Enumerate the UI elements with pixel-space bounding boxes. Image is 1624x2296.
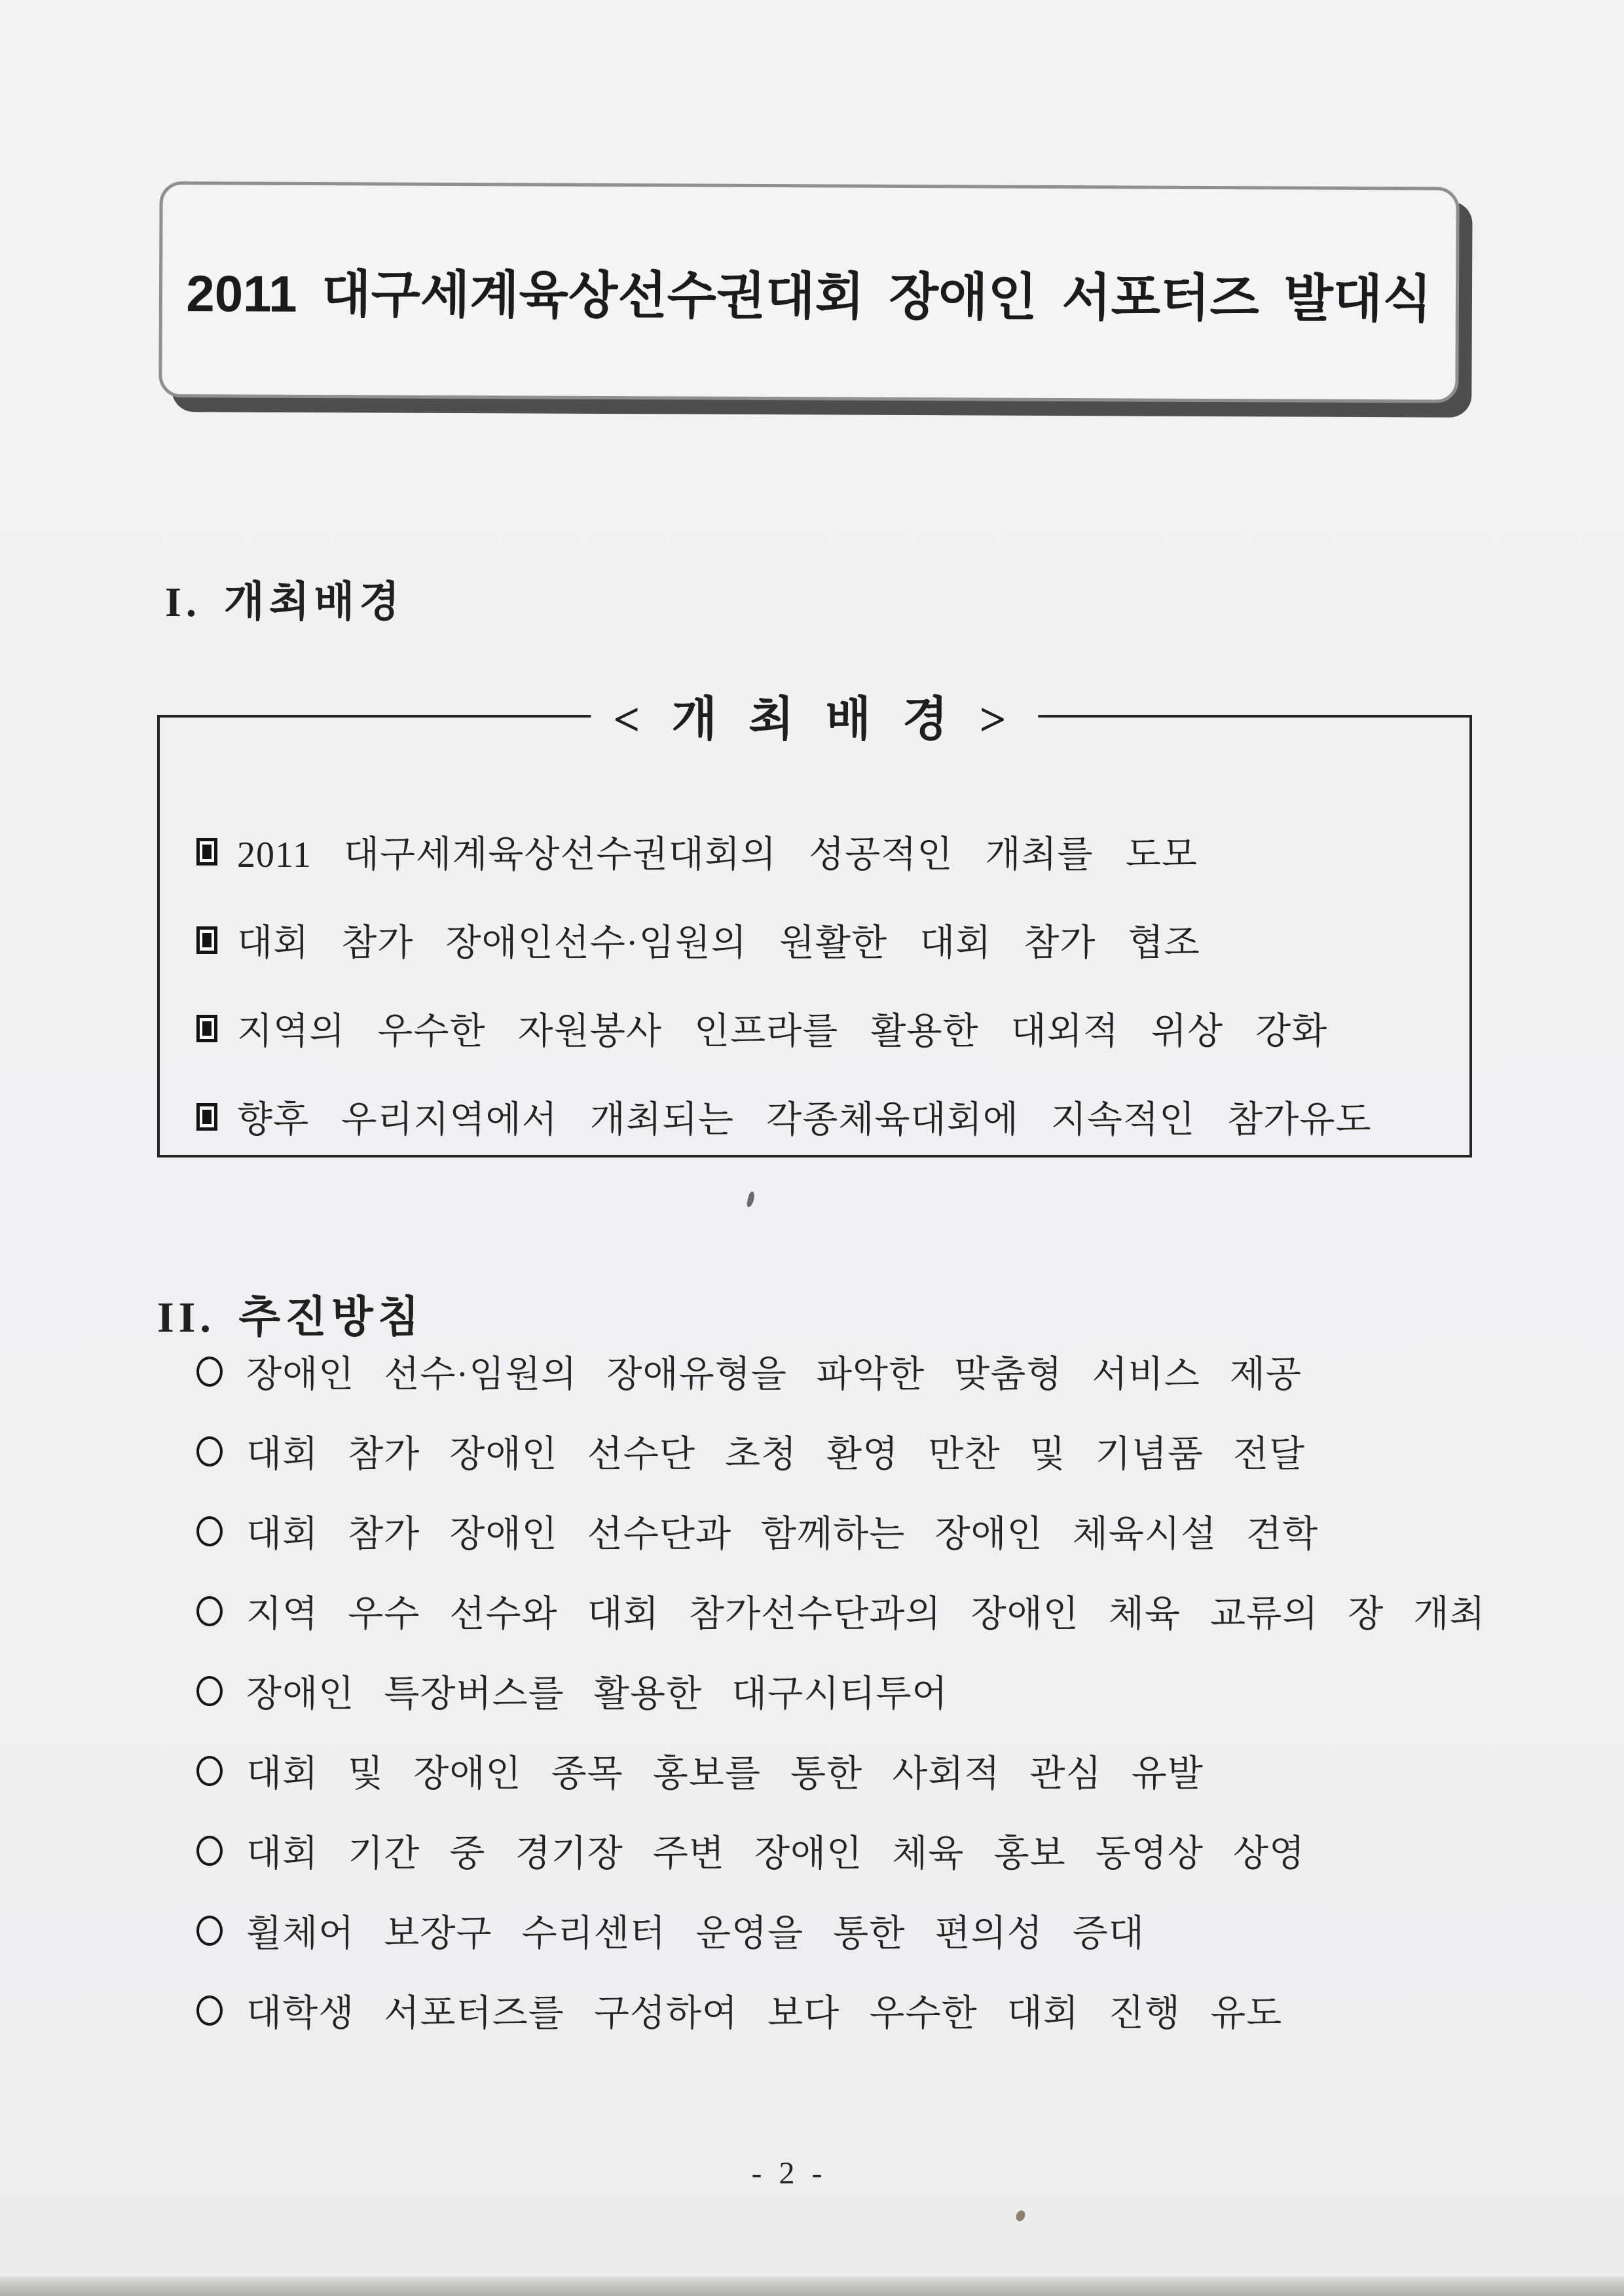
scan-speck	[746, 1191, 756, 1207]
policy-item	[196, 1347, 1302, 1396]
square-bullet-icon	[196, 926, 217, 954]
square-bullet-fill	[202, 933, 212, 947]
policy-item	[196, 1906, 1145, 1955]
document-title: 2011 대구세계육상선수권대회 장애인 서포터즈 발대식	[186, 264, 1432, 328]
background-item-text: 대회 참가 장애인선수·임원의 원활한 대회 참가 협조	[237, 923, 1200, 964]
square-bullet-icon	[196, 838, 217, 866]
background-item	[196, 1093, 1372, 1140]
circle-bullet-icon	[196, 1357, 223, 1387]
background-item	[196, 828, 1198, 875]
background-box	[157, 693, 1472, 1157]
policy-item	[196, 1427, 1305, 1476]
policy-item-text: 대학생 서포터즈를 구성하여 보다 우수한 대회 진행 유도	[246, 1994, 1283, 2034]
circle-bullet-icon	[196, 1676, 223, 1706]
circle-bullet-icon	[196, 1596, 223, 1626]
policy-item	[196, 1587, 1486, 1635]
square-bullet-fill	[202, 1021, 212, 1036]
policy-item-text: 대회 및 장애인 종목 홍보를 통한 사회적 관심 유발	[246, 1754, 1204, 1795]
circle-bullet-icon	[196, 1836, 223, 1866]
section2-heading: II. 추진방침	[157, 1294, 424, 1341]
square-bullet-icon	[196, 1015, 217, 1042]
policy-item-text: 장애인 선수·임원의 장애유형을 파악한 맞춤형 서비스 제공	[246, 1355, 1302, 1395]
policy-item-text: 대회 기간 중 경기장 주변 장애인 체육 홍보 동영상 상영	[246, 1834, 1306, 1874]
section1-heading: I. 개최배경	[165, 579, 405, 625]
background-item-text: 향후 우리지역에서 개최되는 각종체육대회에 지속적인 참가유도	[237, 1100, 1372, 1140]
policy-item	[196, 1986, 1282, 2035]
policy-item-text: 장애인 특장버스를 활용한 대구시티투어	[246, 1674, 948, 1715]
policy-item	[196, 1747, 1204, 1795]
title-banner	[158, 181, 1459, 403]
background-item	[196, 1005, 1327, 1052]
circle-bullet-icon	[196, 1916, 223, 1946]
square-bullet-icon	[196, 1103, 217, 1131]
background-item-text: 2011 대구세계육상선수권대회의 성공적인 개최를 도모	[237, 835, 1198, 875]
square-bullet-fill	[202, 845, 212, 859]
circle-bullet-icon	[196, 1436, 223, 1467]
policy-item-text: 지역 우수 선수와 대회 참가선수단과의 장애인 체육 교류의 장 개최	[246, 1594, 1486, 1635]
circle-bullet-icon	[196, 1756, 223, 1786]
background-box-title: < 개 최 배 경 >	[591, 681, 1038, 749]
background-item	[196, 917, 1200, 964]
policy-item	[196, 1827, 1305, 1875]
background-item-text: 지역의 우수한 자원봉사 인프라를 활용한 대외적 위상 강화	[237, 1011, 1328, 1052]
scan-bottom-edge	[0, 2276, 1624, 2296]
policy-item-text: 휠체어 보장구 수리센터 운영을 통한 편의성 증대	[246, 1914, 1145, 1954]
policy-item	[196, 1667, 948, 1715]
circle-bullet-icon	[196, 1995, 223, 2026]
policy-item-text: 대회 참가 장애인 선수단 초청 환영 만찬 및 기념품 전달	[246, 1434, 1306, 1475]
policy-item	[196, 1507, 1318, 1556]
scan-speck	[1014, 2209, 1027, 2223]
square-bullet-fill	[202, 1110, 212, 1124]
circle-bullet-icon	[196, 1516, 223, 1546]
policy-item-text: 대회 참가 장애인 선수단과 함께하는 장애인 체육시설 견학	[246, 1514, 1319, 1555]
page-number: - 2 -	[751, 2156, 827, 2191]
